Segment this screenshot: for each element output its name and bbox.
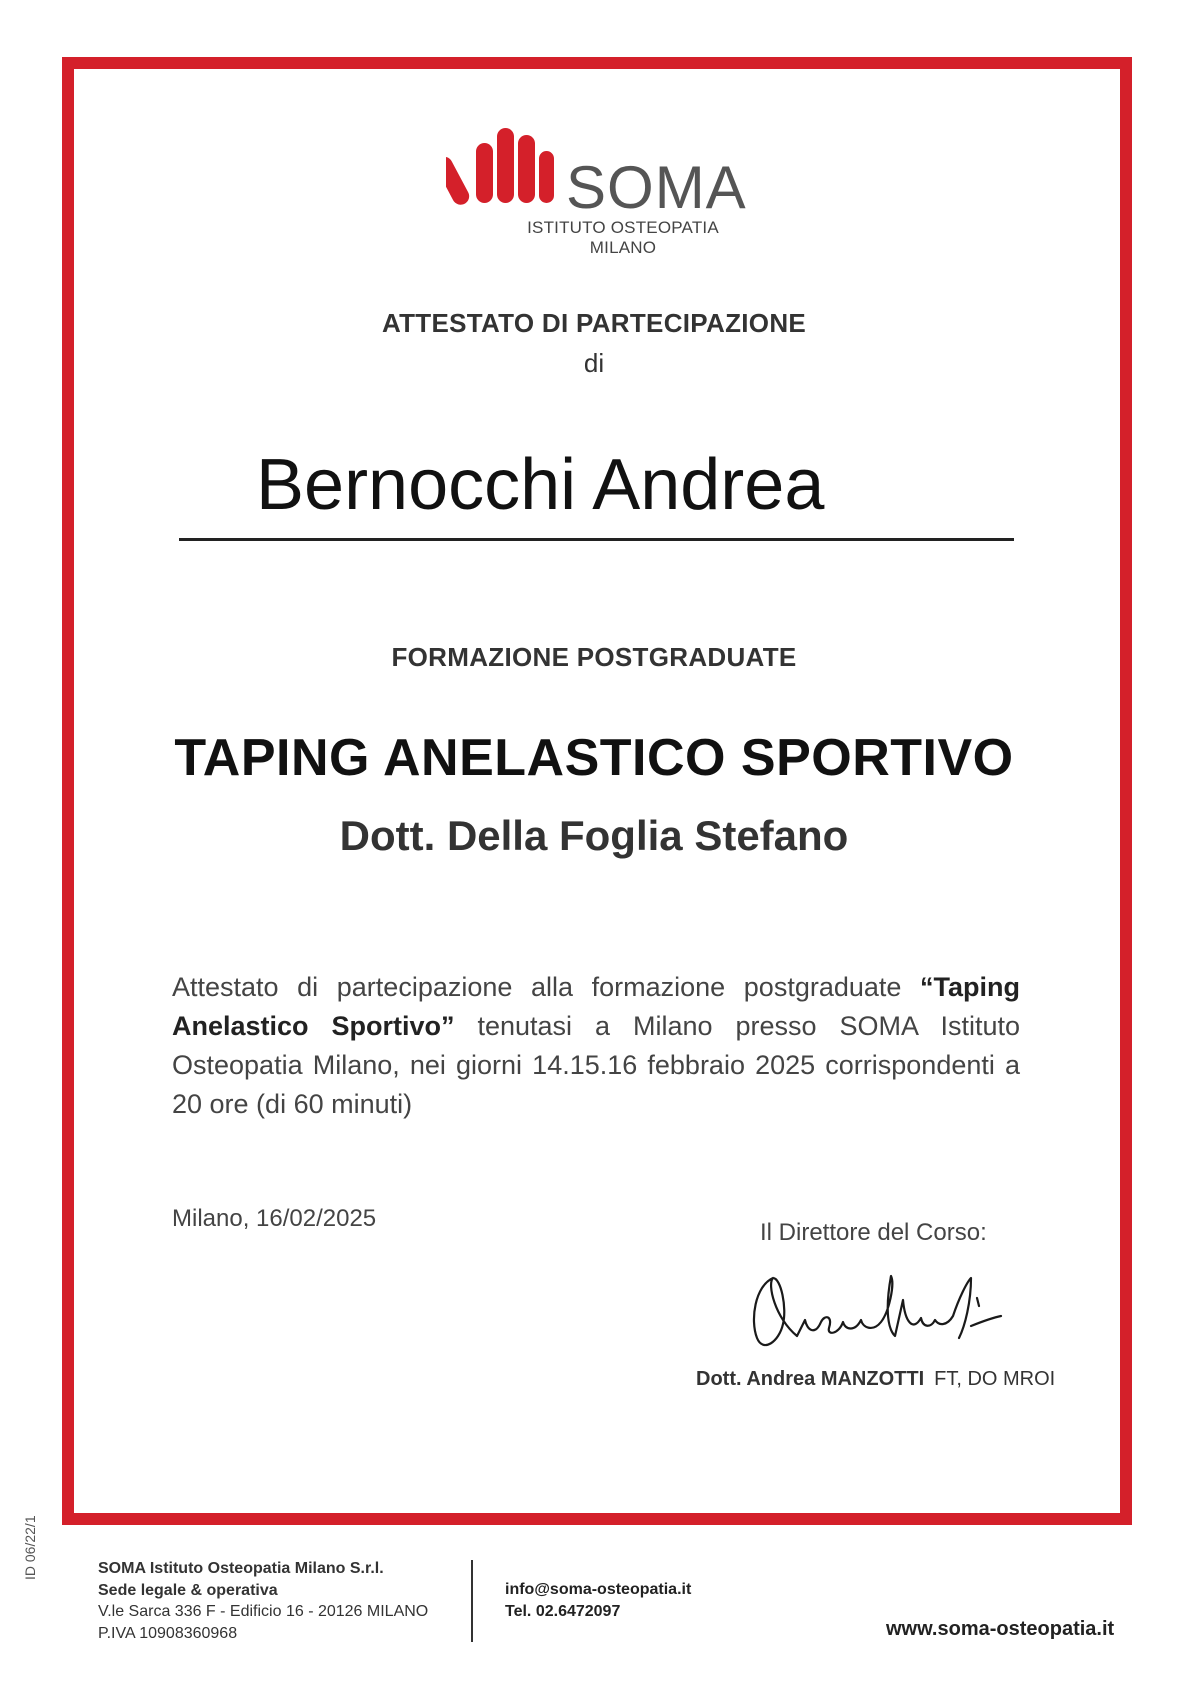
- footer-vat: P.IVA 10908360968: [98, 1624, 238, 1642]
- director-titles: FT, DO MROI: [934, 1368, 1056, 1390]
- logo-wordmark: SOMA: [566, 154, 747, 221]
- course-category: FORMAZIONE POSTGRADUATE: [391, 642, 797, 672]
- place-date: Milano, 16/02/2025: [172, 1205, 377, 1232]
- footer-phone[interactable]: Tel. 02.6472097: [505, 1603, 621, 1620]
- soma-logo: [446, 125, 747, 257]
- footer-email[interactable]: info@soma-osteopatia.it: [505, 1581, 692, 1598]
- footer-company-info: [98, 1558, 428, 1644]
- certificate-title: ATTESTATO DI PARTECIPAZIONE: [381, 308, 807, 338]
- course-teacher: Dott. Della Foglia Stefano: [339, 812, 849, 859]
- description-part-1: Attestato di partecipazione alla formazione postgraduate: [172, 972, 921, 1002]
- footer-divider: [471, 1560, 473, 1642]
- footer-company: SOMA Istituto Osteopatia Milano S.r.l.: [98, 1560, 384, 1577]
- director-name: [696, 1368, 1055, 1391]
- footer-contacts: [505, 1579, 691, 1623]
- footer-website[interactable]: www.soma-osteopatia.it: [886, 1618, 1115, 1640]
- director-full-name: Dott. Andrea MANZOTTI: [696, 1368, 925, 1390]
- footer-address: V.le Sarca 336 F - Edificio 16 - 20126 MILANO: [98, 1603, 429, 1620]
- description-course-name: “Taping Anelastico Sportivo”: [172, 972, 1020, 1041]
- description-part-2: tenutasi a Milano presso SOMA Istituto Osteopatia Milano, nei giorni 14.15.16 febbraio 2025 corrispondenti a 20 ore (di 60 minuti): [172, 1011, 1020, 1119]
- logo-subtitle: ISTITUTO OSTEOPATIA MILANO: [527, 218, 719, 257]
- certificate-description: [172, 968, 1020, 1124]
- course-title: TAPING ANELASTICO SPORTIVO: [174, 729, 1014, 787]
- document-id: ID 06/22/1: [22, 1515, 38, 1580]
- recipient-name: Bernocchi Andrea: [256, 445, 825, 525]
- director-signature: [745, 1258, 1015, 1358]
- footer-office: Sede legale & operativa: [98, 1581, 278, 1599]
- director-label: Il Direttore del Corso:: [760, 1219, 987, 1246]
- certificate-of: di: [583, 348, 605, 378]
- name-underline: [179, 538, 1014, 541]
